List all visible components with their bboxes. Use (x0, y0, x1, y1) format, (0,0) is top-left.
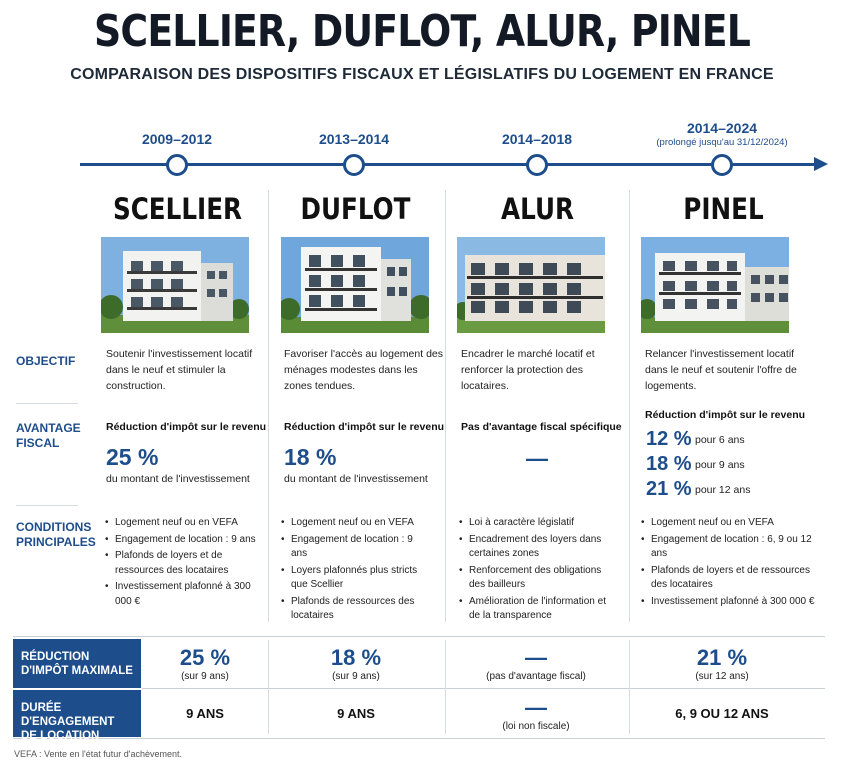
list-item: • Plafonds de loyers et de ressources des locataires (105, 549, 265, 578)
row-divider (16, 403, 78, 404)
advantage-sub-duflot: du montant de l'investissement (284, 473, 428, 485)
list-item: • Amélioration de l'information et de la transparence (459, 595, 609, 624)
column-divider (268, 190, 269, 622)
page-subtitle: COMPARAISON DES DISPOSITIFS FISCAUX ET LÉGISLATIFS DU LOGEMENT EN FRANCE (70, 66, 774, 83)
list-item: • Plafonds de ressources des locataires (281, 595, 431, 624)
list-item: • Encadrement des loyers dans certaines zones (459, 533, 609, 562)
list-item: • Renforcement des obligations des bailleurs (459, 564, 609, 593)
timeline-arrow-icon (814, 157, 828, 171)
law-name-scellier: SCELLIER (112, 192, 243, 226)
summary-duration-pinel: 6, 9 OU 12 ANS (675, 706, 769, 721)
timeline-line (80, 163, 818, 166)
timeline-date-duflot: 2013–2014 (318, 131, 390, 147)
page-title: SCELLIER, DUFLOT, ALUR, PINEL (94, 6, 750, 57)
pinel-rate-6: 12 % (646, 428, 692, 450)
advantage-head-pinel: Réduction d'impôt sur le revenu (645, 409, 806, 421)
summary-column-divider (629, 640, 630, 734)
list-item: • Loyers plafonnés plus stricts que Scellier (281, 564, 431, 593)
advantage-head-alur: Pas d'avantage fiscal spécifique (461, 421, 622, 433)
list-item: • Engagement de location : 9 ans (105, 533, 265, 548)
summary-table-border (142, 688, 825, 689)
building-photo-scellier (101, 237, 249, 333)
summary-reduction-scellier: 25 % (sur 9 ans) (179, 645, 231, 682)
advantage-pct-scellier: 25 % (106, 444, 159, 470)
timeline-node-scellier (166, 154, 188, 176)
building-photo-pinel (641, 237, 789, 333)
summary-reduction-duflot: 18 % (sur 9 ans) (330, 645, 382, 682)
advantage-head-duflot: Réduction d'impôt sur le revenu (284, 421, 445, 433)
timeline-note-pinel: (prolongé jusqu'au 31/12/2024) (656, 137, 788, 148)
pinel-duration-12: pour 12 ans (695, 484, 751, 496)
law-name-alur: ALUR (501, 192, 574, 226)
pinel-rate-12: 21 % (646, 478, 692, 500)
column-divider (629, 190, 630, 622)
pinel-duration-6: pour 6 ans (695, 434, 745, 446)
advantage-head-scellier: Réduction d'impôt sur le revenu (106, 421, 267, 433)
summary-table-border (13, 738, 825, 739)
summary-reduction-pinel: 21 % (sur 12 ans) (695, 645, 749, 682)
list-item: • Logement neuf ou en VEFA (281, 516, 431, 531)
summary-reduction-alur: — (pas d'avantage fiscal) (486, 645, 586, 682)
summary-duration-scellier: 9 ANS (186, 706, 224, 721)
column-divider (445, 190, 446, 622)
advantage-sub-scellier: du montant de l'investissement (106, 473, 250, 485)
objective-duflot: Favoriser l'accès au logement des ménages modestes dans les zones tendues. (284, 348, 443, 392)
summary-column-divider (268, 640, 269, 734)
timeline-date-pinel: 2014–2024 (686, 120, 758, 136)
advantage-pct-alur: — (526, 446, 548, 471)
timeline-node-pinel (711, 154, 733, 176)
law-name-duflot: DUFLOT (300, 192, 411, 226)
summary-header-duration: DURÉE D'ENGAGEMENT DE LOCATION (13, 690, 141, 737)
law-name-pinel: PINEL (683, 192, 764, 226)
summary-header-reduction: RÉDUCTION D'IMPÔT MAXIMALE (13, 639, 141, 688)
summary-column-divider (445, 640, 446, 734)
timeline-node-alur (526, 154, 548, 176)
summary-table-border (13, 636, 825, 637)
list-item: • Investissement plafonné à 300 000 € (105, 580, 265, 609)
objective-scellier: Soutenir l'investissement locatif dans le neuf et stimuler la construction. (106, 348, 253, 392)
list-item: • Loi à caractère législatif (459, 516, 609, 531)
objective-pinel: Relancer l'investissement locatif dans le neuf et soutenir l'offre de logements. (645, 348, 797, 392)
conditions-list-duflot (281, 516, 431, 626)
list-item: • Investissement plafonné à 300 000 € (641, 595, 821, 610)
objective-alur: Encadrer le marché locatif et renforcer la protection des locataires. (461, 348, 595, 392)
list-item: • Plafonds de loyers et de ressources des locataires (641, 564, 821, 593)
footnote: VEFA : Vente en l'état futur d'achèvement. (14, 749, 183, 759)
list-item: • Engagement de location : 9 ans (281, 533, 431, 562)
timeline-node-duflot (343, 154, 365, 176)
building-photo-alur (457, 237, 605, 333)
summary-duration-duflot: 9 ANS (337, 706, 375, 721)
building-photo-duflot (281, 237, 429, 333)
conditions-list-scellier (105, 516, 265, 611)
list-item: • Logement neuf ou en VEFA (105, 516, 265, 531)
conditions-list-alur (459, 516, 609, 626)
pinel-duration-9: pour 9 ans (695, 459, 745, 471)
summary-duration-alur: — (loi non fiscale) (502, 695, 570, 732)
conditions-list-pinel (641, 516, 821, 611)
timeline-date-scellier: 2009–2012 (141, 131, 213, 147)
row-label-conditions: CONDITIONS PRINCIPALES (16, 520, 96, 549)
row-label-avantage: AVANTAGE FISCAL (16, 421, 81, 450)
row-divider (16, 505, 78, 506)
list-item: • Logement neuf ou en VEFA (641, 516, 821, 531)
advantage-pct-duflot: 18 % (284, 444, 337, 470)
timeline-date-alur: 2014–2018 (501, 131, 573, 147)
list-item: • Engagement de location : 6, 9 ou 12 ans (641, 533, 821, 562)
pinel-rate-9: 18 % (646, 453, 692, 475)
row-label-objectif: OBJECTIF (16, 354, 76, 368)
